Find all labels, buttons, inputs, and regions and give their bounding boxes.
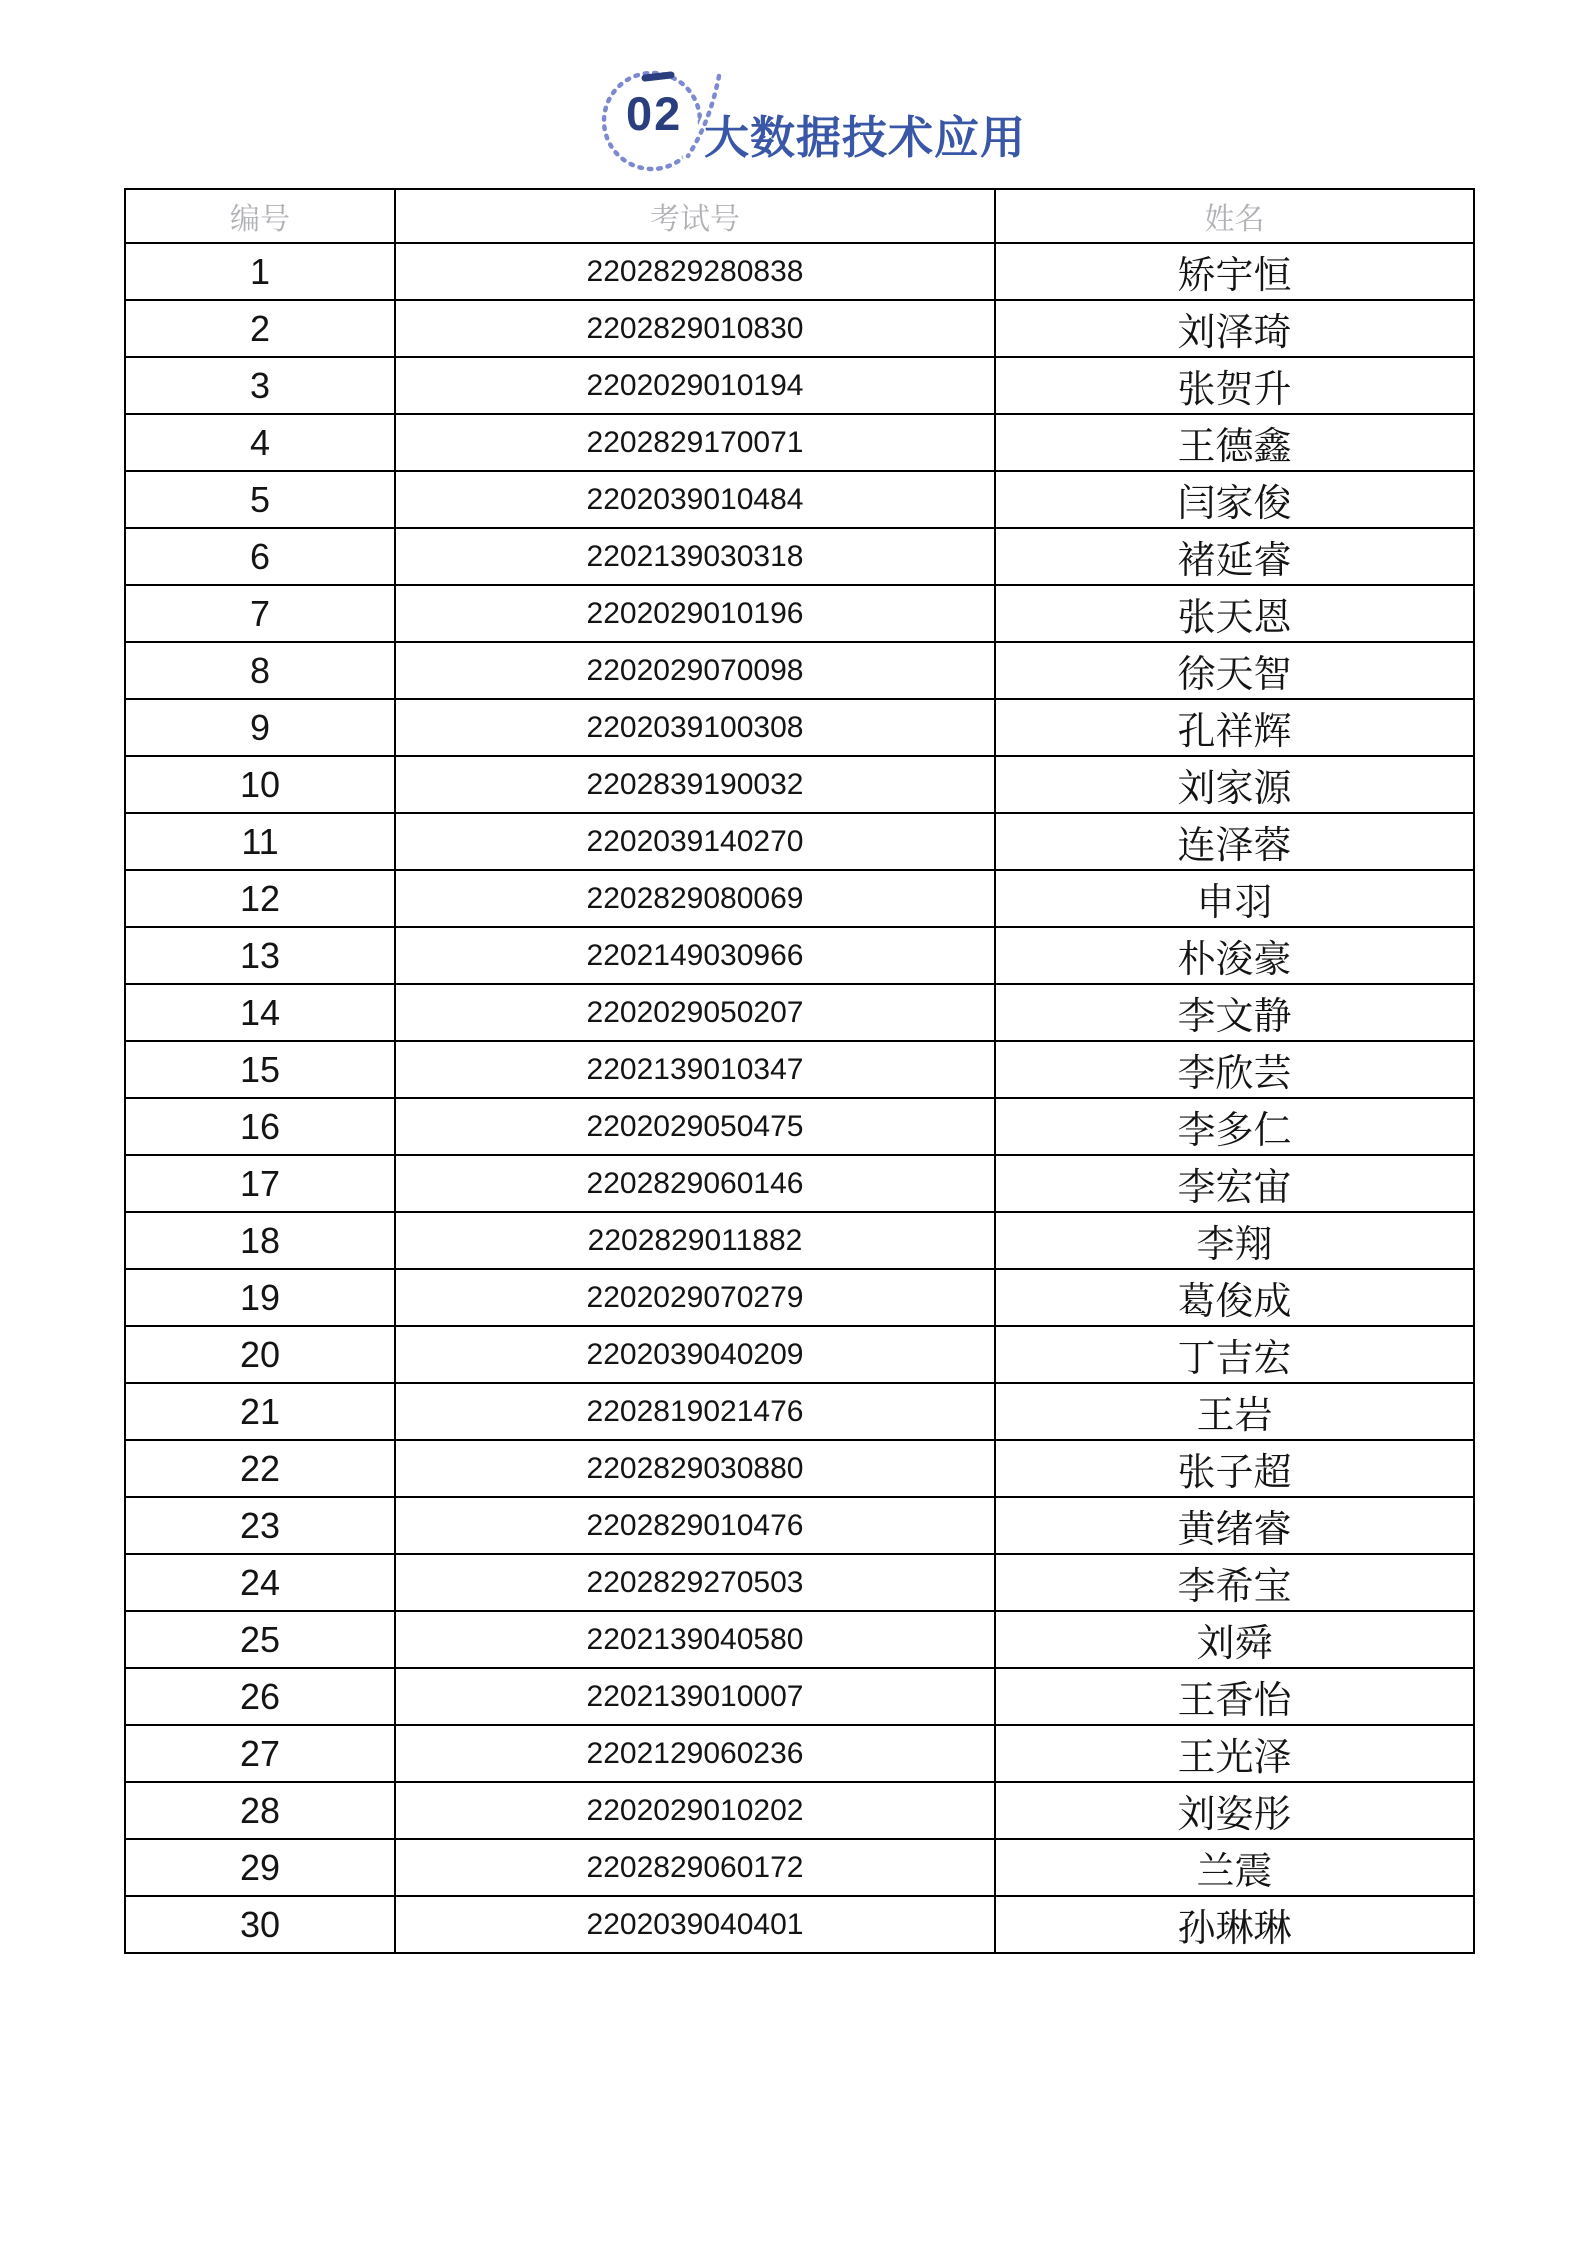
row-number-cell: 14 <box>125 984 395 1041</box>
exam-number-cell: 2202829080069 <box>395 870 995 927</box>
roster-table-body <box>125 243 1474 1953</box>
exam-number-cell: 2202829060172 <box>395 1839 995 1896</box>
exam-number-cell: 2202029050475 <box>395 1098 995 1155</box>
name-cell: 王岩 <box>995 1383 1474 1440</box>
name-cell: 刘姿彤 <box>995 1782 1474 1839</box>
name-cell: 刘家源 <box>995 756 1474 813</box>
name-cell: 褚延睿 <box>995 528 1474 585</box>
exam-number-cell: 2202029070098 <box>395 642 995 699</box>
table-row <box>125 585 1474 642</box>
name-cell: 孙琳琳 <box>995 1896 1474 1953</box>
exam-number-cell: 2202829060146 <box>395 1155 995 1212</box>
table-row <box>125 1725 1474 1782</box>
name-cell: 李希宝 <box>995 1554 1474 1611</box>
name-cell: 李多仁 <box>995 1098 1474 1155</box>
exam-number-cell: 2202149030966 <box>395 927 995 984</box>
row-number-cell: 23 <box>125 1497 395 1554</box>
exam-number-cell: 2202039140270 <box>395 813 995 870</box>
exam-number-cell: 2202139040580 <box>395 1611 995 1668</box>
exam-number-cell: 2202029010202 <box>395 1782 995 1839</box>
row-number-cell: 16 <box>125 1098 395 1155</box>
table-row <box>125 300 1474 357</box>
name-cell: 矫宇恒 <box>995 243 1474 300</box>
name-cell: 孔祥辉 <box>995 699 1474 756</box>
exam-number-cell: 2202829280838 <box>395 243 995 300</box>
row-number-cell: 9 <box>125 699 395 756</box>
exam-number-cell: 2202139010007 <box>395 1668 995 1725</box>
row-number-cell: 26 <box>125 1668 395 1725</box>
name-cell: 徐天智 <box>995 642 1474 699</box>
roster-table <box>124 188 1475 1954</box>
row-number-cell: 2 <box>125 300 395 357</box>
table-row <box>125 699 1474 756</box>
table-row <box>125 1326 1474 1383</box>
name-cell: 刘泽琦 <box>995 300 1474 357</box>
table-row <box>125 1383 1474 1440</box>
row-number-cell: 24 <box>125 1554 395 1611</box>
table-row <box>125 927 1474 984</box>
name-cell: 李翔 <box>995 1212 1474 1269</box>
row-number-cell: 10 <box>125 756 395 813</box>
row-number-cell: 1 <box>125 243 395 300</box>
table-row <box>125 1839 1474 1896</box>
row-number-cell: 8 <box>125 642 395 699</box>
table-row <box>125 1782 1474 1839</box>
table-row <box>125 1098 1474 1155</box>
name-cell: 兰震 <box>995 1839 1474 1896</box>
column-header-name: 姓名 <box>995 189 1474 243</box>
exam-number-cell: 2202039040401 <box>395 1896 995 1953</box>
name-cell: 葛俊成 <box>995 1269 1474 1326</box>
row-number-cell: 7 <box>125 585 395 642</box>
row-number-cell: 28 <box>125 1782 395 1839</box>
exam-number-cell: 2202829010830 <box>395 300 995 357</box>
section-title: 大数据技术应用 <box>704 112 1027 163</box>
name-cell: 王香怡 <box>995 1668 1474 1725</box>
name-cell: 王光泽 <box>995 1725 1474 1782</box>
exam-number-cell: 2202029010194 <box>395 357 995 414</box>
row-number-cell: 21 <box>125 1383 395 1440</box>
exam-number-cell: 2202829170071 <box>395 414 995 471</box>
table-header-row <box>125 189 1474 243</box>
section-header <box>598 60 1298 185</box>
exam-number-cell: 2202839190032 <box>395 756 995 813</box>
name-cell: 李文静 <box>995 984 1474 1041</box>
table-row <box>125 1155 1474 1212</box>
exam-number-cell: 2202819021476 <box>395 1383 995 1440</box>
row-number-cell: 20 <box>125 1326 395 1383</box>
table-row <box>125 357 1474 414</box>
row-number-cell: 25 <box>125 1611 395 1668</box>
row-number-cell: 12 <box>125 870 395 927</box>
name-cell: 朴浚豪 <box>995 927 1474 984</box>
table-row <box>125 756 1474 813</box>
exam-number-cell: 2202039040209 <box>395 1326 995 1383</box>
row-number-cell: 13 <box>125 927 395 984</box>
table-row <box>125 642 1474 699</box>
table-row <box>125 1554 1474 1611</box>
table-row <box>125 1611 1474 1668</box>
table-row <box>125 243 1474 300</box>
row-number-cell: 30 <box>125 1896 395 1953</box>
name-cell: 李欣芸 <box>995 1041 1474 1098</box>
name-cell: 黄绪睿 <box>995 1497 1474 1554</box>
name-cell: 闫家俊 <box>995 471 1474 528</box>
row-number-cell: 11 <box>125 813 395 870</box>
row-number-cell: 15 <box>125 1041 395 1098</box>
row-number-cell: 6 <box>125 528 395 585</box>
exam-number-cell: 2202029070279 <box>395 1269 995 1326</box>
table-row <box>125 1212 1474 1269</box>
exam-number-cell: 2202139010347 <box>395 1041 995 1098</box>
name-cell: 张贺升 <box>995 357 1474 414</box>
table-row <box>125 1668 1474 1725</box>
exam-number-cell: 2202829010476 <box>395 1497 995 1554</box>
table-row <box>125 813 1474 870</box>
exam-number-cell: 2202029050207 <box>395 984 995 1041</box>
table-row <box>125 870 1474 927</box>
exam-number-cell: 2202139030318 <box>395 528 995 585</box>
table-row <box>125 1269 1474 1326</box>
table-row <box>125 984 1474 1041</box>
name-cell: 李宏宙 <box>995 1155 1474 1212</box>
row-number-cell: 5 <box>125 471 395 528</box>
table-row <box>125 1440 1474 1497</box>
exam-number-cell: 2202829270503 <box>395 1554 995 1611</box>
row-number-cell: 19 <box>125 1269 395 1326</box>
table-row <box>125 1896 1474 1953</box>
row-number-cell: 27 <box>125 1725 395 1782</box>
column-header-exam-no: 考试号 <box>395 189 995 243</box>
name-cell: 刘舜 <box>995 1611 1474 1668</box>
row-number-cell: 17 <box>125 1155 395 1212</box>
row-number-cell: 3 <box>125 357 395 414</box>
table-row <box>125 528 1474 585</box>
exam-number-cell: 2202129060236 <box>395 1725 995 1782</box>
name-cell: 张子超 <box>995 1440 1474 1497</box>
row-number-cell: 18 <box>125 1212 395 1269</box>
name-cell: 申羽 <box>995 870 1474 927</box>
section-number: 02 <box>626 87 683 140</box>
exam-number-cell: 2202039010484 <box>395 471 995 528</box>
name-cell: 张天恩 <box>995 585 1474 642</box>
table-row <box>125 414 1474 471</box>
table-row <box>125 471 1474 528</box>
row-number-cell: 29 <box>125 1839 395 1896</box>
table-row <box>125 1041 1474 1098</box>
row-number-cell: 22 <box>125 1440 395 1497</box>
exam-number-cell: 2202829030880 <box>395 1440 995 1497</box>
exam-number-cell: 2202039100308 <box>395 699 995 756</box>
exam-number-cell: 2202029010196 <box>395 585 995 642</box>
name-cell: 王德鑫 <box>995 414 1474 471</box>
table-row <box>125 1497 1474 1554</box>
exam-number-cell: 2202829011882 <box>395 1212 995 1269</box>
name-cell: 连泽蓉 <box>995 813 1474 870</box>
row-number-cell: 4 <box>125 414 395 471</box>
column-header-number: 编号 <box>125 189 395 243</box>
name-cell: 丁吉宏 <box>995 1326 1474 1383</box>
